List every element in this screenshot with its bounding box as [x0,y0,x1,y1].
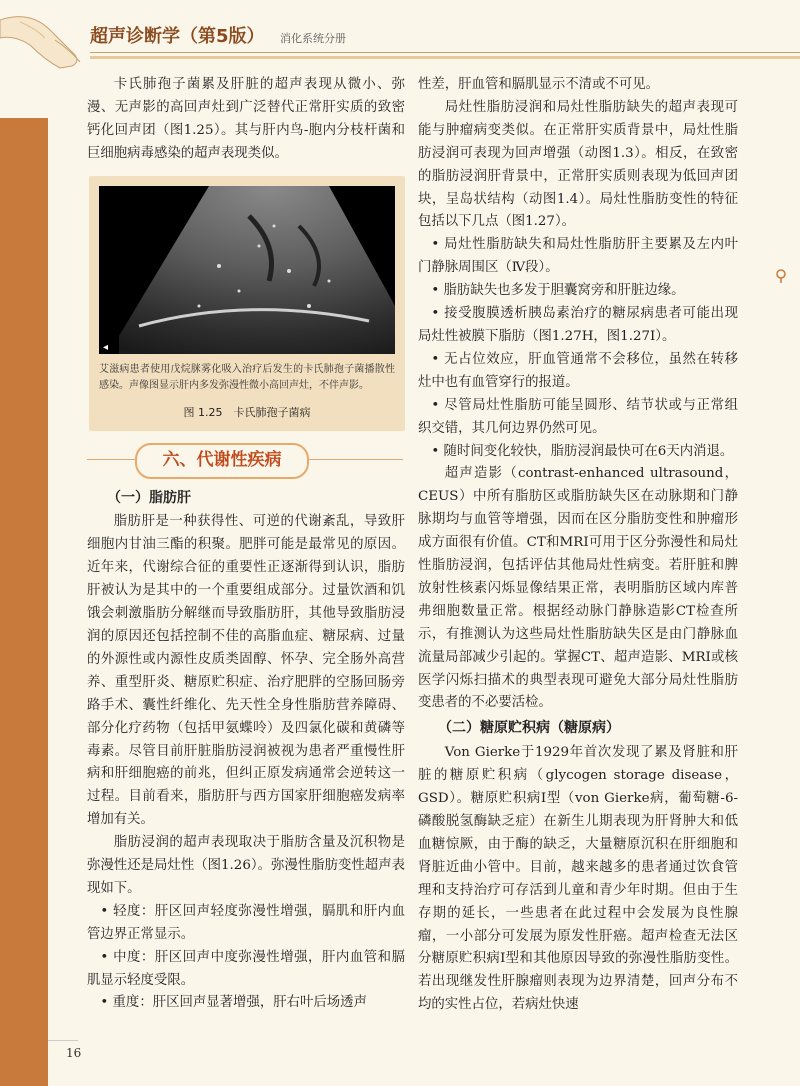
figure-caption: 艾滋病患者使用戊烷脒雾化吸入治疗后发生的卡氏肺孢子菌播散性感染。声像图显示肝内多发弥漫性微小高回声灶，不伴声影。 [99,363,395,391]
ultrasound-probe-icon [0,0,90,70]
body-paragraph: 局灶性脂肪浸润和局灶性脂肪缺失的超声表现可能与肿瘤病变类似。在正常肝实质背景中，局灶性脂肪浸润可表现为回声增强（动图1.3）。相反，在致密的脂肪浸润肝背景中，正常肝实质则表现为低回声团块，呈岛状结构（动图1.4）。局灶性脂肪变性的特征包括以下几点（图1.27）。 [418,99,738,230]
page-number: 16 [66,1046,82,1060]
bullet-item: • 中度：肝区回声中度弥漫性增强，肝内血管和膈肌显示轻度受限。 [87,949,405,988]
page-header [0,0,800,72]
section-heading [87,443,405,477]
subsection-title: （二）糖原贮积病（糖原病） [438,720,620,737]
svg-text:◂: ◂ [103,341,109,353]
body-paragraph: 超声造影（contrast-enhanced ultrasound，CEUS）中所有脂肪区或脂肪缺失区在动脉期和门静脉期均与血管等增强，因而在区分脂肪变性和肿瘤形成方面很有价值。CT和MRI可用于区分弥漫性和局灶性脂肪浸润，包括评估其他局灶性病变。若肝脏和脾放射性核素闪烁显像结果正常，表明脂肪区域内库普弗细胞数量正常。根据经动脉门静脉造影CT检查所示，有推测认为这些局灶性脂肪缺失区是由门静脉血流量局部减少引起的。掌握CT、超声造影、MRI或核医学闪烁扫描术的典型表现可避免大部分局灶性脂肪变患者的不必要活检。 [418,466,738,711]
figure-1-25 [89,176,405,431]
video-marker-icon [774,268,788,284]
bullet-item: • 无占位效应，肝血管通常不会移位，虽然在转移灶中也有血管穿行的报道。 [418,351,738,390]
bullet-item: • 脂肪缺失也多发于胆囊窝旁和肝脏边缘。 [431,283,685,299]
right-column [418,74,738,1017]
subsection-title: （一）脂肪肝 [107,489,191,506]
left-column [87,74,405,1015]
intro-paragraph: 卡氏肺孢子菌累及肝脏的超声表现从微小、弥漫、无声影的高回声灶到广泛替代正常肝实质的致密钙化回声团（图1.25）。其与肝内鸟-胞内分枝杆菌和巨细胞病毒感染的超声表现类似。 [87,77,405,161]
bullet-item: • 重度：肝区回声显著增强，肝右叶后场透声 [100,995,367,1011]
bullet-item: • 局灶性脂肪缺失和局灶性脂肪肝主要累及左内叶门静脉周围区（Ⅳ段）。 [418,237,738,276]
body-paragraph: Von Gierke于1929年首次发现了累及肾脏和肝脏的糖原贮积病（glycogen storage disease，GSD）。糖原贮积病Ⅰ型（von Gierke病，葡萄糖-6-磷酸脱氢酶缺乏症）在新生儿期表现为肝肾肿大和低血糖惊厥，由于酶的缺乏，大量糖原沉积在肝细胞和肾脏近曲小管中。目前，越来越多的患者通过饮食管理和支持治疗可存活到儿童和青少年时期。但由于生存期的延长，一些患者在此过程中会发展为良性腺瘤，一小部分可发展为原发性肝癌。超声检查无法区分糖原贮积病Ⅰ型和其他原因导致的弥漫性脂肪变性。若出现继发性肝腺瘤则表现为边界清楚，回声分布不均的实性占位，若病灶快速 [418,745,738,1013]
body-paragraph: 脂肪肝是一种获得性、可逆的代谢紊乱，导致肝细胞内甘油三酯的积聚。肥胖可能是最常见的原因。近年来，代谢综合征的重要性正逐渐得到认识，脂肪肝被认为是其中的一个重要组成部分。过量饮酒和饥饿会刺激脂肪分解继而导致脂肪肝，其他导致脂肪浸润的原因还包括控制不佳的高脂血症、糖尿病、过量的外源性或内源性皮质类固醇、怀孕、完全肠外高营养、重型肝炎、糖原贮积症、治疗肥胖的空肠回肠旁路手术、囊性纤维化、先天性全身性脂肪营养障碍、部分化疗药物（包括甲氨蝶呤）及四氯化碳和黄磷等毒素。尽管目前肝脏脂肪浸润被视为患者严重慢性肝病和肝细胞癌的前兆，但纠正原发病通常会逆转这一过程。目前看来，脂肪肝与西方国家肝细胞癌发病率增加有关。 [87,514,405,828]
figure-title: 图 1.25 卡氏肺孢子菌病 [183,405,311,419]
body-paragraph: 脂肪浸润的超声表现取决于脂肪含量及沉积物是弥漫性还是局灶性（图1.26）。弥漫性脂肪变性超声表现如下。 [87,835,405,896]
bullet-item: • 接受腹膜透析胰岛素治疗的糖尿病患者可能出现局灶性被膜下脂肪（图1.27H，图1.27I）。 [418,306,738,344]
body-paragraph: 性差，肝血管和膈肌显示不清或不可见。 [418,77,660,92]
bullet-item: • 轻度：肝区回声轻度弥漫性增强，膈肌和肝内血管边界正常显示。 [87,903,405,942]
book-title: 超声诊断学（第5版） [90,26,265,47]
ultrasound-image [99,186,395,354]
book-section: 消化系统分册 [280,32,346,45]
section-title: 六、代谢性疾病 [135,443,309,479]
left-color-bar [0,118,48,1086]
bullet-item: • 随时间变化较快，脂肪浸润最快可在6天内消退。 [431,443,734,459]
bullet-item: • 尽管局灶性脂肪可能呈圆形、结节状或与正常组织交错，其几何边界仍然可见。 [418,397,738,436]
